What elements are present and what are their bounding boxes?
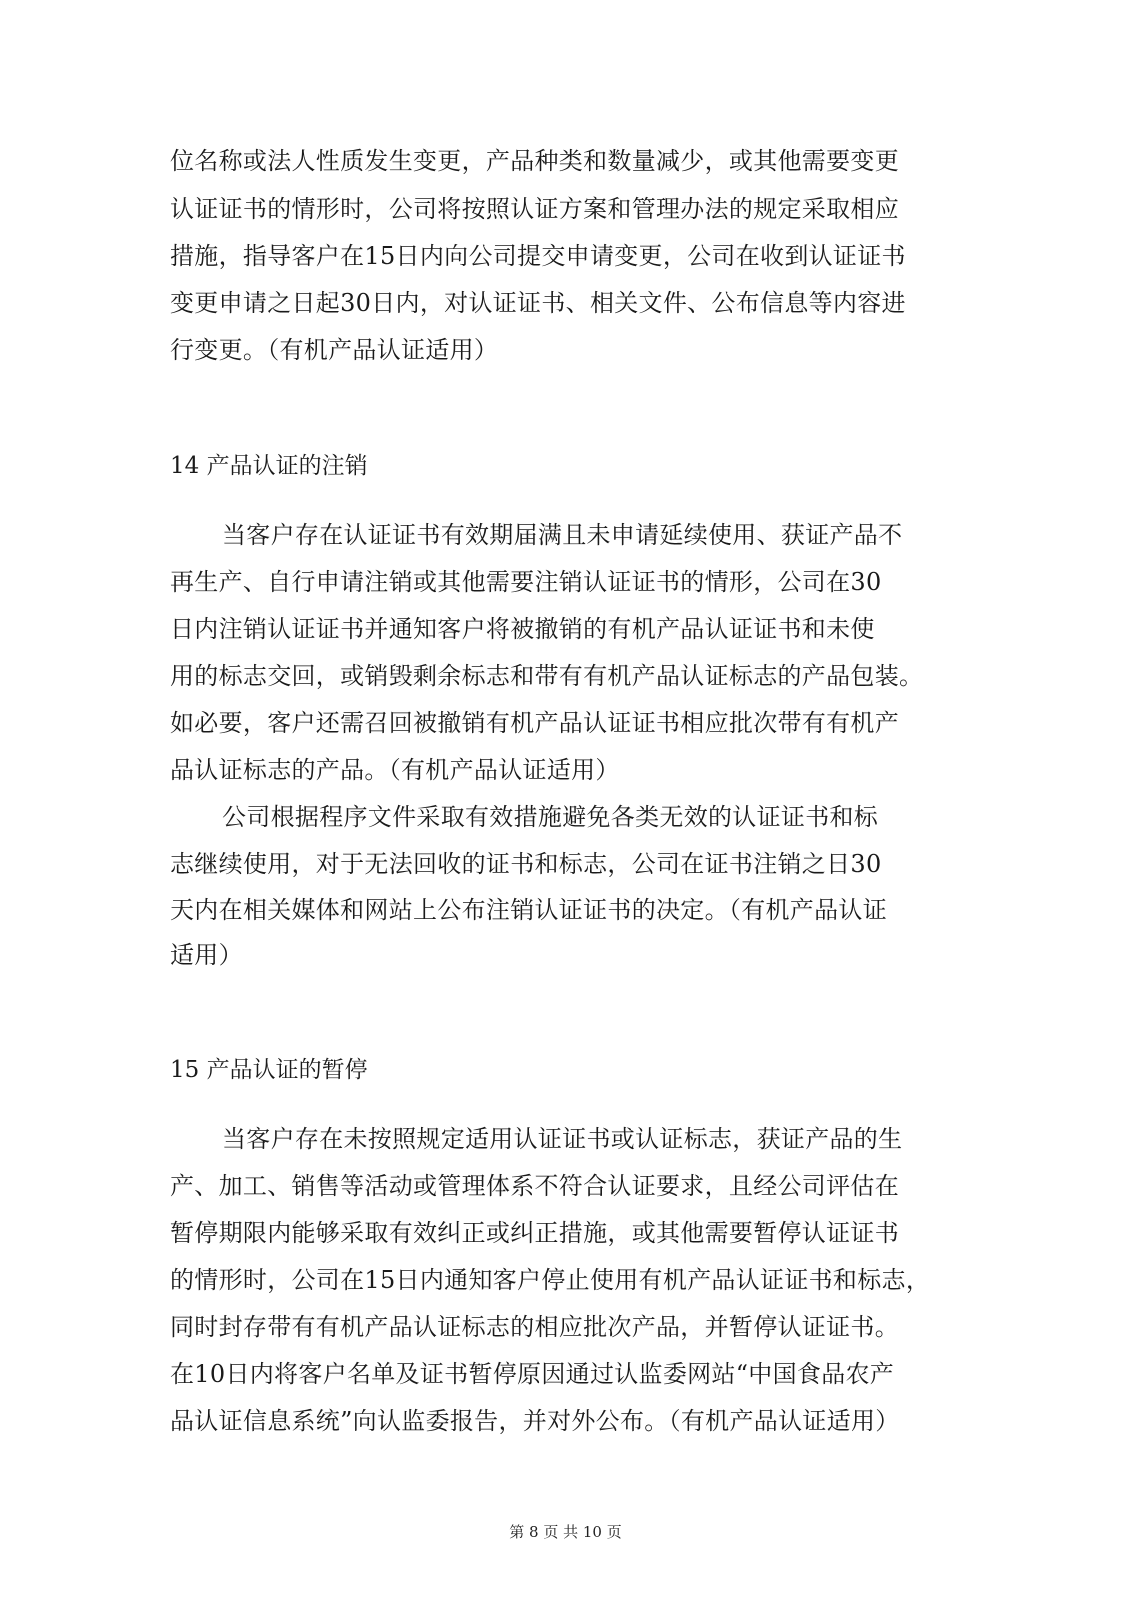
paragraph-line: 措施，指导客户在15日内向公司提交申请变更，公司在收到认证证书 (170, 242, 906, 270)
paragraph-line: 天内在相关媒体和网站上公布注销认证证书的决定。（有机产品认证 (170, 896, 887, 924)
paragraph-line: 品认证信息系统”向认监委报告，并对外公布。（有机产品认证适用） (170, 1407, 900, 1435)
paragraph-line: 在10日内将客户名单及证书暂停原因通过认监委网站“中国食品农产 (170, 1360, 895, 1388)
paragraph-line: 志继续使用，对于无法回收的证书和标志，公司在证书注销之日30 (170, 850, 882, 878)
paragraph-line: 认证证书的情形时，公司将按照认证方案和管理办法的规定采取相应 (170, 195, 899, 223)
paragraph-line: 日内注销认证证书并通知客户将被撤销的有机产品认证证书和未使 (170, 615, 875, 643)
paragraph-line: 的情形时，公司在15日内通知客户停止使用有机产品认证证书和标志， (170, 1266, 931, 1294)
paragraph-line: 同时封存带有有机产品认证标志的相应批次产品，并暂停认证证书。 (170, 1313, 899, 1341)
paragraph-line: 适用） (170, 941, 243, 969)
paragraph-line: 暂停期限内能够采取有效纠正或纠正措施，或其他需要暂停认证证书 (170, 1219, 899, 1247)
paragraph-line: 产、加工、销售等活动或管理体系不符合认证要求，且经公司评估在 (170, 1172, 899, 1200)
paragraph-line: 当客户存在认证证书有效期届满且未申请延续使用、获证产品不 (222, 521, 903, 549)
paragraph-line: 行变更。（有机产品认证适用） (170, 336, 499, 364)
paragraph-line: 再生产、自行申请注销或其他需要注销认证证书的情形，公司在30 (170, 568, 882, 596)
paragraph-line: 品认证标志的产品。（有机产品认证适用） (170, 756, 620, 784)
page-number-footer: 第 8 页 共 10 页 (509, 1523, 622, 1541)
section-heading-14: 14 产品认证的注销 (170, 453, 368, 479)
paragraph-line: 用的标志交回，或销毁剩余标志和带有有机产品认证标志的产品包装。 (170, 662, 924, 690)
paragraph-line: 如必要，客户还需召回被撤销有机产品认证证书相应批次带有有机产 (170, 709, 899, 737)
paragraph-line: 当客户存在未按照规定适用认证证书或认证标志，获证产品的生 (222, 1125, 903, 1153)
paragraph-line: 位名称或法人性质发生变更，产品种类和数量减少，或其他需要变更 (170, 147, 899, 175)
section-heading-15: 15 产品认证的暂停 (170, 1057, 368, 1083)
paragraph-line: 公司根据程序文件采取有效措施避免各类无效的认证证书和标 (222, 803, 879, 831)
paragraph-line: 变更申请之日起30日内，对认证证书、相关文件、公布信息等内容进 (170, 289, 906, 317)
